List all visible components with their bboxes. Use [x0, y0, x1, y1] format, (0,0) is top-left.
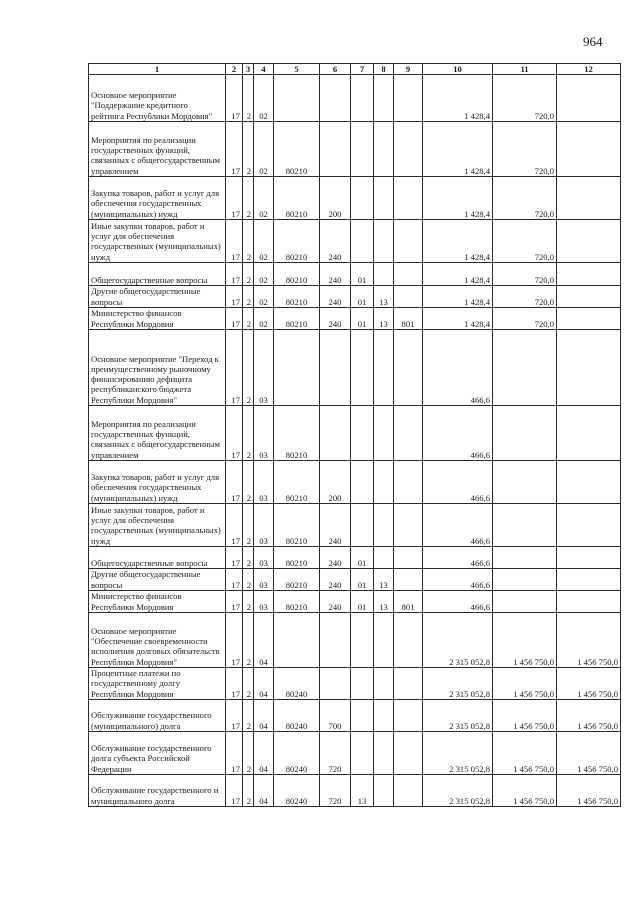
value-cell — [351, 75, 374, 122]
value-cell: 13 — [374, 286, 394, 308]
value-cell — [493, 406, 557, 461]
value-cell — [493, 547, 557, 569]
value-cell — [374, 547, 394, 569]
value-cell — [394, 504, 423, 547]
value-cell: 80210 — [274, 547, 320, 569]
value-cell: 1 428,4 — [423, 263, 493, 286]
value-cell: 2 — [243, 668, 254, 700]
value-cell — [394, 461, 423, 504]
value-cell: 466,6 — [423, 591, 493, 613]
value-cell — [374, 330, 394, 406]
value-cell: 80210 — [274, 286, 320, 308]
value-cell — [394, 613, 423, 668]
value-cell: 1 456 750,0 — [493, 613, 557, 668]
column-header: 11 — [493, 64, 557, 75]
value-cell: 1 428,4 — [423, 308, 493, 330]
value-cell: 80210 — [274, 220, 320, 263]
value-cell: 17 — [226, 330, 243, 406]
value-cell: 80210 — [274, 591, 320, 613]
value-cell: 1 456 750,0 — [557, 700, 621, 732]
value-cell — [557, 308, 621, 330]
value-cell: 80240 — [274, 732, 320, 775]
value-cell — [394, 177, 423, 220]
value-cell: 01 — [351, 263, 374, 286]
value-cell: 801 — [394, 308, 423, 330]
value-cell: 720,0 — [493, 177, 557, 220]
value-cell: 2 315 052,8 — [423, 700, 493, 732]
row-name-cell: Закупка товаров, работ и услуг для обеспечения государственных (муниципальных) нужд — [89, 461, 226, 504]
value-cell — [320, 613, 351, 668]
value-cell: 2 — [243, 122, 254, 177]
value-cell: 466,6 — [423, 406, 493, 461]
value-cell — [374, 504, 394, 547]
table-row — [89, 122, 621, 177]
value-cell: 04 — [254, 613, 274, 668]
value-cell — [320, 122, 351, 177]
value-cell: 13 — [351, 775, 374, 807]
table-row — [89, 406, 621, 461]
value-cell — [374, 177, 394, 220]
value-cell — [374, 75, 394, 122]
value-cell: 700 — [320, 700, 351, 732]
value-cell: 17 — [226, 286, 243, 308]
value-cell: 17 — [226, 263, 243, 286]
value-cell: 466,6 — [423, 569, 493, 591]
value-cell — [394, 122, 423, 177]
table-row — [89, 569, 621, 591]
value-cell — [557, 569, 621, 591]
value-cell — [274, 613, 320, 668]
column-header: 3 — [243, 64, 254, 75]
value-cell: 03 — [254, 406, 274, 461]
value-cell — [320, 668, 351, 700]
value-cell: 240 — [320, 547, 351, 569]
value-cell — [557, 547, 621, 569]
value-cell: 80210 — [274, 406, 320, 461]
column-header: 12 — [557, 64, 621, 75]
value-cell: 2 — [243, 330, 254, 406]
value-cell — [274, 330, 320, 406]
value-cell — [351, 330, 374, 406]
value-cell: 2 — [243, 461, 254, 504]
row-name-cell: Министерство финансов Республики Мордовия — [89, 308, 226, 330]
value-cell — [557, 75, 621, 122]
column-header: 6 — [320, 64, 351, 75]
value-cell: 2 — [243, 286, 254, 308]
value-cell — [351, 122, 374, 177]
value-cell — [351, 613, 374, 668]
value-cell — [557, 406, 621, 461]
value-cell — [394, 732, 423, 775]
value-cell: 720,0 — [493, 220, 557, 263]
value-cell: 13 — [374, 569, 394, 591]
row-name-cell: Обслуживание государственного и муниципального долга — [89, 775, 226, 807]
table-row — [89, 177, 621, 220]
value-cell: 17 — [226, 668, 243, 700]
value-cell — [394, 220, 423, 263]
value-cell: 04 — [254, 668, 274, 700]
value-cell — [557, 504, 621, 547]
value-cell: 2 — [243, 547, 254, 569]
column-header: 8 — [374, 64, 394, 75]
value-cell: 2 — [243, 75, 254, 122]
table-row — [89, 613, 621, 668]
value-cell: 1 456 750,0 — [493, 732, 557, 775]
value-cell: 466,6 — [423, 547, 493, 569]
table-header-row — [89, 64, 621, 75]
row-name-cell: Основное мероприятие "Поддержание кредитного рейтинга Республики Мордовия" — [89, 75, 226, 122]
row-name-cell: Мероприятия по реализации государственных функций, связанных с общегосударственным управлением — [89, 122, 226, 177]
row-name-cell: Основное мероприятие "Обеспечение своевременности исполнения долговых обязательств Республики Мордовия" — [89, 613, 226, 668]
value-cell: 02 — [254, 286, 274, 308]
value-cell: 13 — [374, 591, 394, 613]
value-cell: 2 — [243, 732, 254, 775]
value-cell: 80210 — [274, 461, 320, 504]
table-row — [89, 700, 621, 732]
value-cell: 720,0 — [493, 263, 557, 286]
value-cell: 17 — [226, 504, 243, 547]
value-cell — [493, 330, 557, 406]
value-cell: 200 — [320, 177, 351, 220]
value-cell: 1 456 750,0 — [557, 775, 621, 807]
value-cell: 466,6 — [423, 330, 493, 406]
value-cell — [374, 263, 394, 286]
value-cell: 2 — [243, 591, 254, 613]
value-cell — [351, 406, 374, 461]
value-cell: 17 — [226, 461, 243, 504]
value-cell — [374, 775, 394, 807]
value-cell — [493, 569, 557, 591]
value-cell: 2 — [243, 406, 254, 461]
row-name-cell: Процентные платежи по государственному долгу Республики Мордовия — [89, 668, 226, 700]
value-cell: 80240 — [274, 668, 320, 700]
value-cell — [557, 591, 621, 613]
value-cell — [394, 406, 423, 461]
row-name-cell: Иные закупки товаров, работ и услуг для обеспечения государственных (муниципальных) нужд — [89, 220, 226, 263]
value-cell: 466,6 — [423, 461, 493, 504]
value-cell: 13 — [374, 308, 394, 330]
value-cell: 720,0 — [493, 122, 557, 177]
row-name-cell: Другие общегосударственные вопросы — [89, 286, 226, 308]
value-cell — [493, 591, 557, 613]
page-number: 964 — [583, 34, 603, 49]
value-cell: 80210 — [274, 177, 320, 220]
value-cell: 720 — [320, 775, 351, 807]
value-cell — [493, 504, 557, 547]
value-cell — [394, 775, 423, 807]
column-header: 1 — [89, 64, 226, 75]
table-row — [89, 732, 621, 775]
value-cell — [557, 220, 621, 263]
value-cell: 02 — [254, 263, 274, 286]
value-cell — [351, 461, 374, 504]
value-cell: 1 428,4 — [423, 220, 493, 263]
value-cell: 17 — [226, 308, 243, 330]
row-name-cell: Общегосударственные вопросы — [89, 547, 226, 569]
value-cell — [374, 700, 394, 732]
value-cell: 2 — [243, 569, 254, 591]
value-cell: 2 — [243, 263, 254, 286]
column-header: 5 — [274, 64, 320, 75]
value-cell: 04 — [254, 775, 274, 807]
value-cell: 01 — [351, 547, 374, 569]
value-cell: 720,0 — [493, 308, 557, 330]
value-cell: 1 456 750,0 — [557, 668, 621, 700]
table-row — [89, 286, 621, 308]
row-name-cell: Иные закупки товаров, работ и услуг для обеспечения государственных (муниципальных) нужд — [89, 504, 226, 547]
value-cell: 2 — [243, 700, 254, 732]
value-cell: 801 — [394, 591, 423, 613]
table-row — [89, 547, 621, 569]
value-cell — [557, 177, 621, 220]
value-cell — [320, 406, 351, 461]
value-cell: 17 — [226, 613, 243, 668]
value-cell: 1 428,4 — [423, 75, 493, 122]
value-cell: 240 — [320, 220, 351, 263]
value-cell: 17 — [226, 732, 243, 775]
value-cell: 17 — [226, 591, 243, 613]
value-cell: 2 — [243, 177, 254, 220]
value-cell: 80210 — [274, 504, 320, 547]
table-row — [89, 591, 621, 613]
value-cell: 2 — [243, 613, 254, 668]
value-cell: 17 — [226, 75, 243, 122]
value-cell: 80210 — [274, 308, 320, 330]
value-cell — [374, 613, 394, 668]
table-row — [89, 75, 621, 122]
value-cell: 1 428,4 — [423, 286, 493, 308]
row-name-cell: Основное мероприятие "Переход к преимущественному рыночному финансированию дефицита республиканского бюджета Республики Мордовия" — [89, 330, 226, 406]
value-cell: 1 456 750,0 — [493, 775, 557, 807]
row-name-cell: Закупка товаров, работ и услуг для обеспечения государственных (муниципальных) нужд — [89, 177, 226, 220]
value-cell: 2 315 052,8 — [423, 732, 493, 775]
value-cell: 17 — [226, 775, 243, 807]
value-cell — [394, 700, 423, 732]
table-row — [89, 330, 621, 406]
value-cell: 2 315 052,8 — [423, 668, 493, 700]
value-cell — [394, 547, 423, 569]
table-row — [89, 220, 621, 263]
value-cell — [557, 263, 621, 286]
value-cell: 02 — [254, 220, 274, 263]
value-cell: 03 — [254, 461, 274, 504]
value-cell — [557, 286, 621, 308]
value-cell — [351, 700, 374, 732]
value-cell — [394, 569, 423, 591]
value-cell: 04 — [254, 700, 274, 732]
value-cell — [557, 330, 621, 406]
value-cell: 01 — [351, 286, 374, 308]
value-cell: 80210 — [274, 263, 320, 286]
column-header: 7 — [351, 64, 374, 75]
value-cell: 2 315 052,8 — [423, 775, 493, 807]
value-cell: 240 — [320, 263, 351, 286]
value-cell: 02 — [254, 177, 274, 220]
value-cell: 03 — [254, 504, 274, 547]
value-cell: 17 — [226, 700, 243, 732]
value-cell: 01 — [351, 569, 374, 591]
value-cell: 17 — [226, 406, 243, 461]
column-header: 9 — [394, 64, 423, 75]
row-name-cell: Министерство финансов Республики Мордовия — [89, 591, 226, 613]
value-cell: 02 — [254, 75, 274, 122]
value-cell: 80210 — [274, 569, 320, 591]
value-cell: 04 — [254, 732, 274, 775]
value-cell: 17 — [226, 122, 243, 177]
value-cell: 2 — [243, 504, 254, 547]
table-row — [89, 668, 621, 700]
value-cell: 1 456 750,0 — [557, 613, 621, 668]
value-cell — [394, 330, 423, 406]
value-cell: 01 — [351, 308, 374, 330]
value-cell: 1 456 750,0 — [493, 700, 557, 732]
table-row — [89, 504, 621, 547]
value-cell: 240 — [320, 286, 351, 308]
value-cell: 1 456 750,0 — [493, 668, 557, 700]
value-cell — [374, 668, 394, 700]
value-cell — [320, 75, 351, 122]
value-cell: 03 — [254, 591, 274, 613]
value-cell: 01 — [351, 591, 374, 613]
value-cell — [557, 122, 621, 177]
column-header: 4 — [254, 64, 274, 75]
value-cell — [557, 461, 621, 504]
table-row — [89, 308, 621, 330]
value-cell — [351, 177, 374, 220]
value-cell — [394, 75, 423, 122]
table-row — [89, 461, 621, 504]
value-cell: 2 — [243, 775, 254, 807]
value-cell: 80210 — [274, 122, 320, 177]
value-cell: 240 — [320, 569, 351, 591]
value-cell: 2 — [243, 220, 254, 263]
row-name-cell: Обслуживание государственного долга субъекта Российской Федерации — [89, 732, 226, 775]
value-cell: 240 — [320, 308, 351, 330]
table-body — [89, 75, 621, 807]
value-cell: 03 — [254, 569, 274, 591]
value-cell: 02 — [254, 308, 274, 330]
budget-table — [88, 63, 621, 807]
value-cell — [394, 263, 423, 286]
value-cell: 720,0 — [493, 75, 557, 122]
value-cell — [374, 220, 394, 263]
table-row — [89, 775, 621, 807]
value-cell — [274, 75, 320, 122]
value-cell — [351, 504, 374, 547]
row-name-cell: Другие общегосударственные вопросы — [89, 569, 226, 591]
row-name-cell: Обслуживание государственного (муниципального) долга — [89, 700, 226, 732]
value-cell: 1 428,4 — [423, 122, 493, 177]
value-cell: 80240 — [274, 775, 320, 807]
value-cell: 03 — [254, 330, 274, 406]
value-cell: 2 — [243, 308, 254, 330]
value-cell: 17 — [226, 177, 243, 220]
value-cell: 1 456 750,0 — [557, 732, 621, 775]
value-cell: 17 — [226, 220, 243, 263]
row-name-cell: Мероприятия по реализации государственных функций, связанных с общегосударственным управлением — [89, 406, 226, 461]
value-cell: 200 — [320, 461, 351, 504]
value-cell — [394, 286, 423, 308]
value-cell: 720,0 — [493, 286, 557, 308]
value-cell — [351, 220, 374, 263]
row-name-cell: Общегосударственные вопросы — [89, 263, 226, 286]
value-cell: 03 — [254, 547, 274, 569]
value-cell: 466,6 — [423, 504, 493, 547]
value-cell: 02 — [254, 122, 274, 177]
value-cell: 80240 — [274, 700, 320, 732]
value-cell — [374, 732, 394, 775]
value-cell — [374, 406, 394, 461]
value-cell — [493, 461, 557, 504]
value-cell: 1 428,4 — [423, 177, 493, 220]
table-row — [89, 263, 621, 286]
column-header: 10 — [423, 64, 493, 75]
value-cell: 2 315 052,8 — [423, 613, 493, 668]
value-cell — [320, 330, 351, 406]
value-cell: 240 — [320, 504, 351, 547]
column-header: 2 — [226, 64, 243, 75]
value-cell: 720 — [320, 732, 351, 775]
value-cell — [374, 122, 394, 177]
value-cell: 17 — [226, 547, 243, 569]
value-cell: 240 — [320, 591, 351, 613]
value-cell — [351, 732, 374, 775]
value-cell — [374, 461, 394, 504]
value-cell — [394, 668, 423, 700]
value-cell: 17 — [226, 569, 243, 591]
value-cell — [351, 668, 374, 700]
